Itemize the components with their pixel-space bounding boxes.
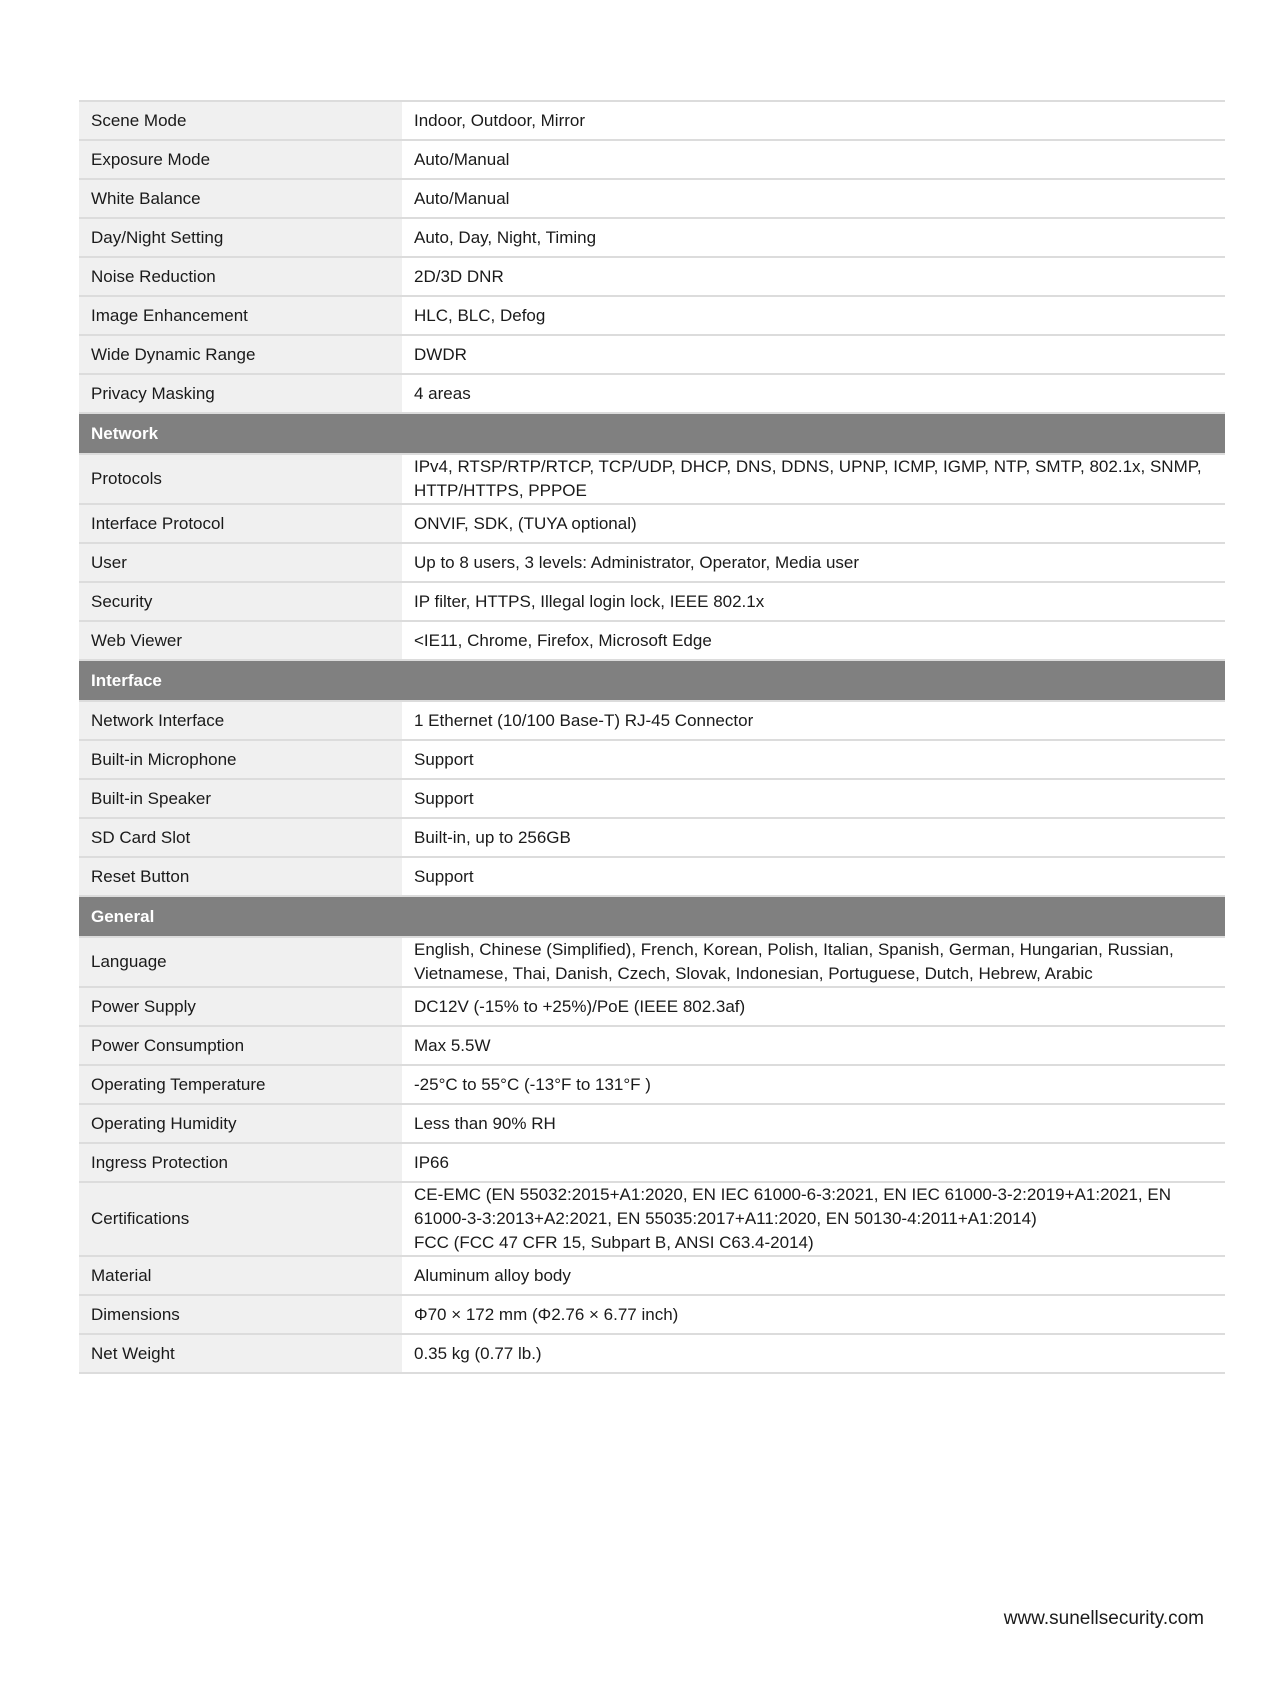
section-title: Interface (79, 660, 1225, 701)
table-row (79, 179, 1225, 218)
spec-label: Exposure Mode (79, 140, 402, 179)
spec-value-line: FCC (FCC 47 CFR 15, Subpart B, ANSI C63.4-2014) (414, 1233, 814, 1252)
spec-label: Certifications (79, 1182, 402, 1256)
table-row (79, 987, 1225, 1026)
spec-table (79, 100, 1225, 1374)
spec-value: Φ70 × 172 mm (Φ2.76 × 6.77 inch) (402, 1295, 1225, 1334)
spec-label: Net Weight (79, 1334, 402, 1373)
spec-label: Reset Button (79, 857, 402, 896)
table-row (79, 296, 1225, 335)
footer-website-link[interactable]: www.sunellsecurity.com (1003, 1608, 1204, 1629)
spec-label: White Balance (79, 179, 402, 218)
spec-label: Power Consumption (79, 1026, 402, 1065)
spec-value: Built-in, up to 256GB (402, 818, 1225, 857)
table-row (79, 504, 1225, 543)
table-row (79, 1256, 1225, 1295)
spec-label: Wide Dynamic Range (79, 335, 402, 374)
spec-label: Operating Humidity (79, 1104, 402, 1143)
spec-value: Auto/Manual (402, 179, 1225, 218)
table-row (79, 1026, 1225, 1065)
spec-value: -25°C to 55°C (-13°F to 131°F ) (402, 1065, 1225, 1104)
spec-value: HLC, BLC, Defog (402, 296, 1225, 335)
section-header-network (79, 413, 1225, 454)
spec-label: Interface Protocol (79, 504, 402, 543)
spec-value (402, 1182, 1225, 1256)
spec-label: Protocols (79, 454, 402, 504)
spec-label: Noise Reduction (79, 257, 402, 296)
spec-value-line: CE-EMC (EN 55032:2015+A1:2020, EN IEC 61000-6-3:2021, EN IEC 61000-3-2:2019+A1:2021, EN 61000-3-3:2013+A2:2021, EN 55035:2017+A11:2020, EN 50130-4:2011+A1:2014) (414, 1185, 1171, 1228)
spec-value: Auto/Manual (402, 140, 1225, 179)
spec-label: Built-in Speaker (79, 779, 402, 818)
spec-value: 0.35 kg (0.77 lb.) (402, 1334, 1225, 1373)
table-row (79, 218, 1225, 257)
spec-value: IPv4, RTSP/RTP/RTCP, TCP/UDP, DHCP, DNS, DDNS, UPNP, ICMP, IGMP, NTP, SMTP, 802.1x, SNMP, HTTP/HTTPS, PPPOE (402, 454, 1225, 504)
spec-value: 2D/3D DNR (402, 257, 1225, 296)
spec-value: DWDR (402, 335, 1225, 374)
table-row (79, 140, 1225, 179)
spec-value: 1 Ethernet (10/100 Base-T) RJ-45 Connector (402, 701, 1225, 740)
spec-label: Privacy Masking (79, 374, 402, 413)
spec-value: Support (402, 857, 1225, 896)
table-row (79, 257, 1225, 296)
spec-label: Ingress Protection (79, 1143, 402, 1182)
table-row (79, 740, 1225, 779)
spec-label: User (79, 543, 402, 582)
spec-value: IP filter, HTTPS, Illegal login lock, IEEE 802.1x (402, 582, 1225, 621)
section-title: Network (79, 413, 1225, 454)
spec-label: SD Card Slot (79, 818, 402, 857)
table-row (79, 543, 1225, 582)
spec-value: English, Chinese (Simplified), French, Korean, Polish, Italian, Spanish, German, Hungarian, Russian, Vietnamese, Thai, Danish, Czech, Slovak, Indonesian, Portuguese, Dutch, Hebrew, Arabic (402, 937, 1225, 987)
spec-label: Power Supply (79, 987, 402, 1026)
table-row (79, 582, 1225, 621)
section-header-general (79, 896, 1225, 937)
spec-value: Max 5.5W (402, 1026, 1225, 1065)
spec-value: Less than 90% RH (402, 1104, 1225, 1143)
table-row (79, 101, 1225, 140)
spec-label: Web Viewer (79, 621, 402, 660)
section-header-interface (79, 660, 1225, 701)
spec-label: Scene Mode (79, 101, 402, 140)
section-title: General (79, 896, 1225, 937)
spec-label: Image Enhancement (79, 296, 402, 335)
table-row (79, 1104, 1225, 1143)
spec-label: Language (79, 937, 402, 987)
spec-label: Network Interface (79, 701, 402, 740)
table-row (79, 937, 1225, 987)
spec-label: Day/Night Setting (79, 218, 402, 257)
table-row (79, 454, 1225, 504)
spec-value: IP66 (402, 1143, 1225, 1182)
spec-value: Auto, Day, Night, Timing (402, 218, 1225, 257)
table-row (79, 621, 1225, 660)
spec-value: DC12V (-15% to +25%)/PoE (IEEE 802.3af) (402, 987, 1225, 1026)
spec-value: Indoor, Outdoor, Mirror (402, 101, 1225, 140)
table-row (79, 779, 1225, 818)
spec-value: <IE11, Chrome, Firefox, Microsoft Edge (402, 621, 1225, 660)
table-row (79, 335, 1225, 374)
table-row (79, 857, 1225, 896)
spec-value: Up to 8 users, 3 levels: Administrator, Operator, Media user (402, 543, 1225, 582)
spec-value: Support (402, 740, 1225, 779)
spec-value: Aluminum alloy body (402, 1256, 1225, 1295)
spec-value: 4 areas (402, 374, 1225, 413)
spec-label: Material (79, 1256, 402, 1295)
table-row (79, 1334, 1225, 1373)
table-row (79, 1295, 1225, 1334)
spec-label: Operating Temperature (79, 1065, 402, 1104)
table-row (79, 1143, 1225, 1182)
table-row (79, 1182, 1225, 1256)
spec-value: ONVIF, SDK, (TUYA optional) (402, 504, 1225, 543)
spec-label: Built-in Microphone (79, 740, 402, 779)
table-row (79, 701, 1225, 740)
spec-label: Security (79, 582, 402, 621)
table-row (79, 374, 1225, 413)
spec-value: Support (402, 779, 1225, 818)
table-row (79, 1065, 1225, 1104)
table-row (79, 818, 1225, 857)
spec-label: Dimensions (79, 1295, 402, 1334)
